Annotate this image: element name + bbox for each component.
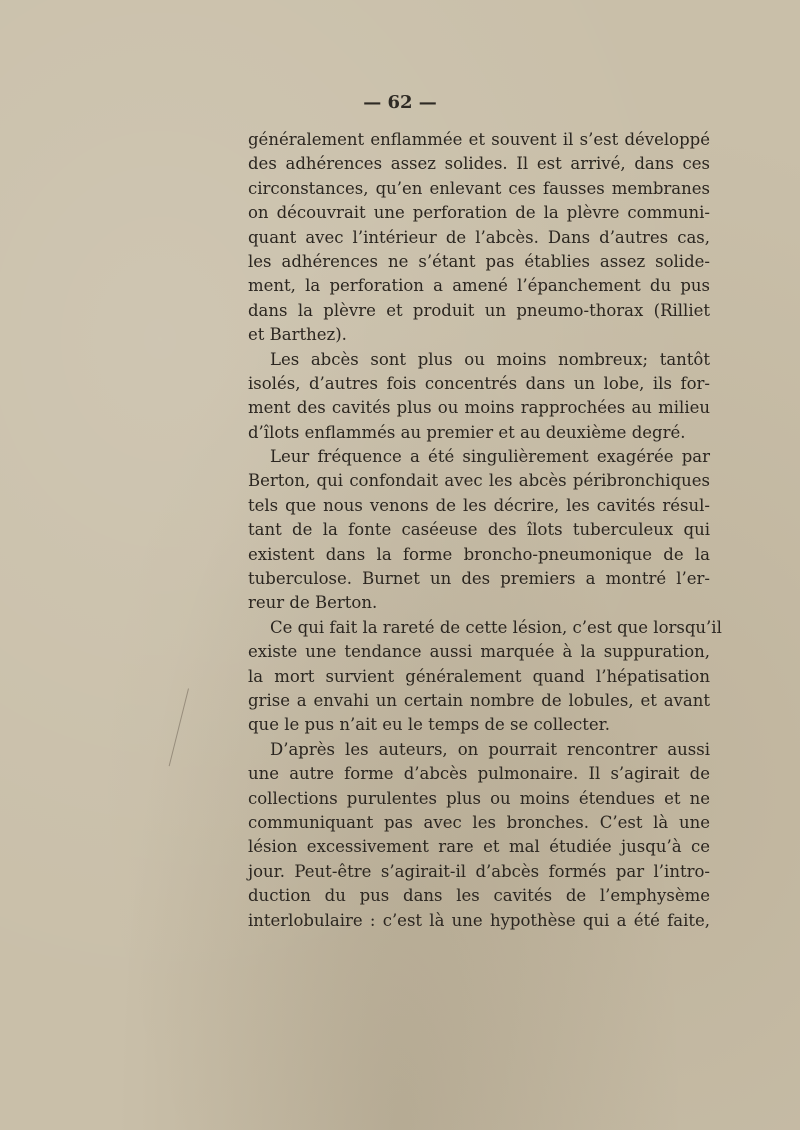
text-line: dans la plèvre et produit un pneumo-thorax (Rilliet bbox=[248, 300, 710, 320]
text-line: Berton, qui confondait avec les abcès péribronchiques bbox=[248, 471, 710, 491]
text-line: existent dans la forme broncho-pneumonique de la bbox=[248, 544, 710, 564]
text-line: une autre forme d’abcès pulmonaire. Il s’agirait de bbox=[248, 764, 710, 784]
page-number: — 62 — bbox=[363, 92, 437, 113]
text-line: tuberculose. Burnet un des premiers a montré l’er- bbox=[248, 569, 710, 589]
text-line: tant de la fonte caséeuse des îlots tuberculeux qui bbox=[248, 520, 710, 540]
text-line: lésion excessivement rare et mal étudiée jusqu’à ce bbox=[248, 837, 710, 857]
text-line: Leur fréquence a été singulièrement exagérée par bbox=[270, 447, 710, 467]
text-line: la mort survient généralement quand l’hépatisation bbox=[248, 666, 710, 686]
text-line: grise a envahi un certain nombre de lobules, et avant bbox=[248, 690, 710, 710]
text-line: collections purulentes plus ou moins étendues et ne bbox=[248, 788, 710, 808]
text-line: communiquant pas avec les bronches. C’est là une bbox=[248, 812, 710, 832]
text-line: Ce qui fait la rareté de cette lésion, c’est que lorsqu’il bbox=[270, 617, 722, 637]
text-line: reur de Berton. bbox=[248, 593, 378, 613]
text-line: les adhérences ne s’étant pas établies assez solide- bbox=[248, 251, 710, 271]
text-line: ment, la perforation a amené l’épanchement du pus bbox=[248, 276, 710, 296]
body-text bbox=[248, 128, 722, 933]
text-line: interlobulaire : c’est là une hypothèse qui a été faite, bbox=[248, 910, 710, 930]
text-line: existe une tendance aussi marquée à la suppuration, bbox=[248, 642, 710, 662]
text-line: Les abcès sont plus ou moins nombreux; tantôt bbox=[270, 349, 710, 369]
text-line: tels que nous venons de les décrire, les cavités résul- bbox=[248, 495, 710, 515]
text-line: on découvrait une perforation de la plèvre communi- bbox=[248, 203, 710, 223]
text-line: duction du pus dans les cavités de l’emphysème bbox=[248, 886, 710, 906]
text-line: quant avec l’intérieur de l’abcès. Dans d’autres cas, bbox=[248, 227, 710, 247]
text-line: et Barthez). bbox=[248, 325, 347, 345]
margin-pencil-mark bbox=[169, 688, 211, 771]
text-line: isolés, d’autres fois concentrés dans un lobe, ils for- bbox=[248, 373, 710, 393]
text-line: que le pus n’ait eu le temps de se collecter. bbox=[248, 715, 610, 735]
text-line: jour. Peut-être s’agirait-il d’abcès formés par l’intro- bbox=[248, 861, 710, 881]
text-line: généralement enflammée et souvent il s’est développé bbox=[248, 130, 710, 149]
text-line: d’îlots enflammés au premier et au deuxième degré. bbox=[248, 422, 686, 442]
text-line: des adhérences assez solides. Il est arrivé, dans ces bbox=[248, 154, 710, 174]
text-line: circonstances, qu’en enlevant ces fausses membranes bbox=[248, 178, 710, 198]
text-line: D’après les auteurs, on pourrait rencontrer aussi bbox=[270, 739, 710, 759]
text-line: ment des cavités plus ou moins rapprochées au milieu bbox=[248, 398, 710, 418]
